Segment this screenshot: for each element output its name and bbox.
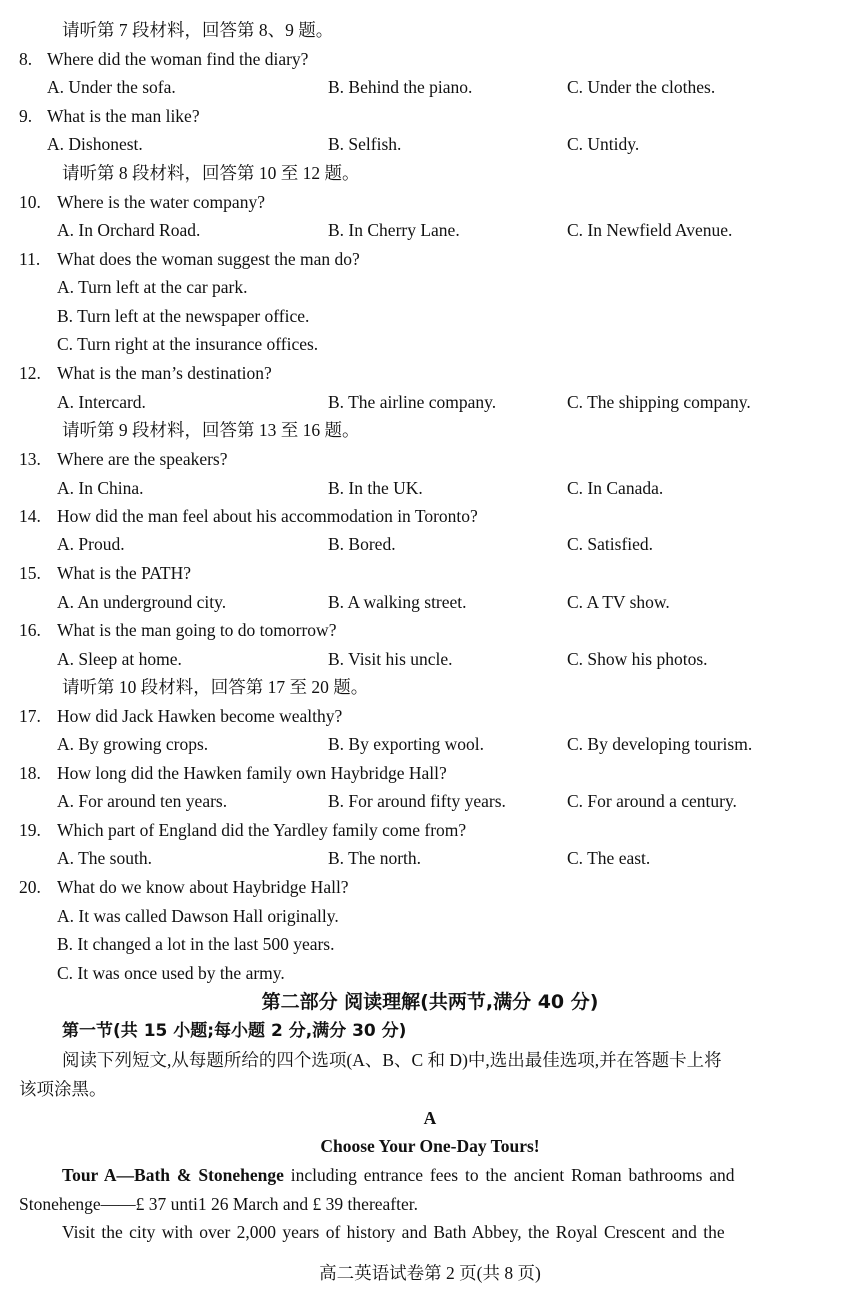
option-c: C. The shipping company. (567, 392, 751, 412)
section-1-heading (0, 1017, 860, 1045)
question-number: 8. (19, 49, 33, 69)
question-11 (0, 245, 860, 273)
tour-a-line-2 (0, 1190, 860, 1218)
options-18 (0, 787, 860, 815)
question-number: 12. (19, 363, 41, 383)
option-a: A. In Orchard Road. (57, 220, 201, 240)
question-text: What is the man going to do tomorrow? (57, 620, 337, 640)
tour-a-text-2: Stonehenge——£ 37 unti1 26 March and £ 39 thereafter. (19, 1194, 418, 1214)
option-a: A. The south. (57, 848, 152, 868)
tour-a-first-line (62, 1161, 735, 1189)
question-15 (0, 559, 860, 587)
option-c: C. The east. (567, 848, 651, 868)
option-a: A. Turn left at the car park. (57, 277, 248, 297)
question-18 (0, 759, 860, 787)
option-c: C. In Canada. (567, 478, 664, 498)
instruction-text: 请听第 7 段材料，回答第 8、9 题。 (62, 20, 334, 40)
option-a: A. Sleep at home. (57, 649, 182, 669)
visit-text: Visit the city with over 2,000 years of history and Bath Abbey, the Royal Crescent and the (62, 1222, 725, 1242)
option-a: A. By growing crops. (57, 734, 209, 754)
option-a: A. Proud. (57, 534, 125, 554)
question-13 (0, 445, 860, 473)
question-number: 18. (19, 763, 41, 783)
option-b: B. In the UK. (328, 478, 423, 498)
option-11-c-row (0, 330, 860, 358)
option-a: A. Under the sofa. (47, 77, 176, 97)
options-16 (0, 645, 860, 673)
instruction-section-9 (0, 416, 860, 444)
option-b: B. In Cherry Lane. (328, 220, 460, 240)
page-footer: 高二英语试卷第 2 页(共 8 页) (319, 1263, 541, 1283)
question-number: 10. (19, 192, 41, 212)
option-c: C. A TV show. (567, 592, 670, 612)
option-c: C. Untidy. (567, 134, 640, 154)
options-10 (0, 216, 860, 244)
question-9 (0, 102, 860, 130)
option-11-a-row (0, 273, 860, 301)
instruction-section-7 (0, 16, 860, 44)
option-20-b-row (0, 930, 860, 958)
options-17 (0, 730, 860, 758)
question-14 (0, 502, 860, 530)
question-19 (0, 816, 860, 844)
question-text: What does the woman suggest the man do? (57, 249, 360, 269)
instruction-text: 请听第 9 段材料，回答第 13 至 16 题。 (62, 420, 360, 440)
option-20-a-row (0, 902, 860, 930)
question-number: 9. (19, 106, 33, 126)
section-1-text: 第一节(共 15 小题;每小题 2 分,满分 30 分) (62, 1021, 407, 1041)
question-text: What is the man like? (47, 106, 200, 126)
question-text: Where are the speakers? (57, 449, 228, 469)
option-b: B. Turn left at the newspaper office. (57, 306, 310, 326)
visit-line (0, 1218, 860, 1246)
question-text: How long did the Hawken family own Haybridge Hall? (57, 763, 447, 783)
question-text: How did the man feel about his accommodation in Toronto? (57, 506, 478, 526)
question-text: Where is the water company? (57, 192, 265, 212)
options-12 (0, 388, 860, 416)
question-text: What is the man’s destination? (57, 363, 272, 383)
directions-text: 阅读下列短文,从每题所给的四个选项(A、B、C 和 D)中,选出最佳选项,并在答题卡上将 (62, 1050, 722, 1070)
question-text: How did Jack Hawken become wealthy? (57, 706, 343, 726)
option-a: A. Dishonest. (47, 134, 143, 154)
options-8 (0, 73, 860, 101)
option-b: B. By exporting wool. (328, 734, 485, 754)
option-a: A. Intercard. (57, 392, 146, 412)
question-number: 14. (19, 506, 41, 526)
option-a: A. It was called Dawson Hall originally. (57, 906, 339, 926)
option-b: B. Selfish. (328, 134, 402, 154)
option-a: A. In China. (57, 478, 144, 498)
question-text: What is the PATH? (57, 563, 191, 583)
option-a: A. For around ten years. (57, 791, 228, 811)
option-c: C. By developing tourism. (567, 734, 753, 754)
question-text: What do we know about Haybridge Hall? (57, 877, 349, 897)
option-b: B. The airline company. (328, 392, 497, 412)
option-b: B. A walking street. (328, 592, 467, 612)
question-16 (0, 616, 860, 644)
instruction-section-8 (0, 159, 860, 187)
instruction-text: 请听第 10 段材料，回答第 17 至 20 题。 (62, 677, 369, 697)
tour-a-name: Tour A—Bath & Stonehenge (62, 1165, 284, 1185)
question-17 (0, 702, 860, 730)
option-11-b-row (0, 302, 860, 330)
option-c: C. For around a century. (567, 791, 737, 811)
passage-title: Choose Your One-Day Tours! (320, 1136, 540, 1156)
option-b: B. Visit his uncle. (328, 649, 453, 669)
tour-a-line-1 (0, 1161, 860, 1189)
option-c: C. Under the clothes. (567, 77, 716, 97)
question-20 (0, 873, 860, 901)
question-text: Which part of England did the Yardley family come from? (57, 820, 467, 840)
options-9 (0, 130, 860, 158)
options-13 (0, 474, 860, 502)
directions-text: 该项涂黑。 (19, 1079, 107, 1099)
instruction-text: 请听第 8 段材料，回答第 10 至 12 题。 (62, 163, 360, 183)
option-c: C. It was once used by the army. (57, 963, 285, 983)
passage-letter: A (423, 1108, 437, 1128)
question-number: 15. (19, 563, 41, 583)
option-b: B. For around fifty years. (328, 791, 506, 811)
option-b: B. Bored. (328, 534, 396, 554)
option-20-c-row (0, 959, 860, 987)
directions-line-2 (0, 1075, 860, 1103)
option-c: C. Turn right at the insurance offices. (57, 334, 319, 354)
question-number: 13. (19, 449, 41, 469)
options-19 (0, 844, 860, 872)
question-number: 19. (19, 820, 41, 840)
question-number: 20. (19, 877, 41, 897)
option-b: B. Behind the piano. (328, 77, 473, 97)
options-15 (0, 588, 860, 616)
option-a: A. An underground city. (57, 592, 227, 612)
question-number: 11. (19, 249, 41, 269)
question-10 (0, 188, 860, 216)
instruction-section-10 (0, 673, 860, 701)
question-number: 17. (19, 706, 41, 726)
directions-line-1 (0, 1046, 860, 1074)
option-b: B. The north. (328, 848, 422, 868)
tour-a-text: including entrance fees to the ancient Roman bathrooms and (283, 1165, 735, 1185)
option-c: C. Satisfied. (567, 534, 654, 554)
question-12 (0, 359, 860, 387)
option-c: C. Show his photos. (567, 649, 708, 669)
question-8 (0, 45, 860, 73)
option-c: C. In Newfield Avenue. (567, 220, 733, 240)
part-2-title: 第二部分 阅读理解(共两节,满分 40 分) (261, 991, 599, 1013)
option-b: B. It changed a lot in the last 500 years. (57, 934, 335, 954)
question-text: Where did the woman find the diary? (47, 49, 309, 69)
question-number: 16. (19, 620, 41, 640)
options-14 (0, 530, 860, 558)
